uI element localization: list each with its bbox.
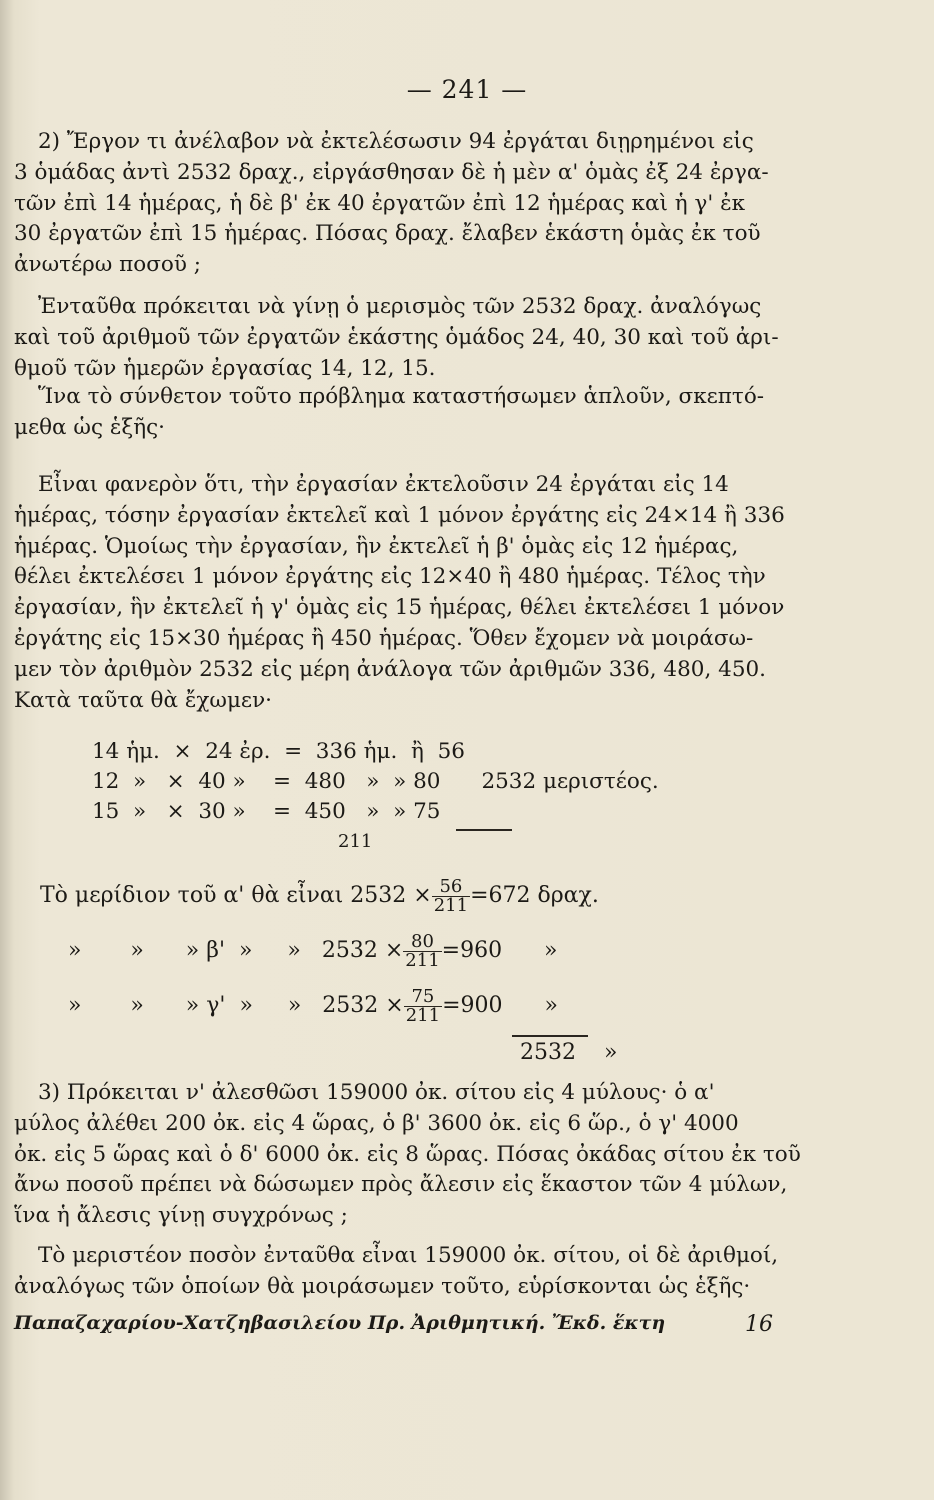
- share-result: =900 »: [442, 993, 558, 1018]
- shares-total: 2532 »: [520, 1040, 618, 1065]
- text-line: Εἶναι φανερὸν ὅτι, τὴν ἐργασίαν ἐκτελοῦσιν 24 ἐργάται εἰς 14: [38, 472, 729, 497]
- problem-2: [14, 127, 824, 281]
- text-line: 30 ἐργατῶν ἐπὶ 15 ἡμέρας. Πόσας δραχ. ἔλαβεν ἑκάστη ὁμὰς ἐκ τοῦ: [14, 221, 761, 247]
- fraction-numerator: 80: [403, 933, 441, 952]
- footer-book-title: Παπαζαχαρίου-Χατζηβασιλείου Πρ. Ἀριθμητική. Ἔκδ. ἕκτη: [14, 1312, 666, 1334]
- share-result: =960 »: [441, 938, 558, 963]
- text-line: Κατὰ ταῦτα θὰ ἔχωμεν·: [14, 687, 272, 713]
- share-result: =672 δραχ.: [470, 883, 599, 908]
- calc-row: 15 » × 30 » = 450 » » 75: [92, 799, 441, 824]
- text-line: μύλος ἀλέθει 200 ὀκ. εἰς 4 ὥρας, ὁ β' 3600 ὀκ. εἰς 6 ὥρ., ὁ γ' 4000: [14, 1110, 739, 1136]
- text-line: ἡμέρας, τόσην ἐργασίαν ἐκτελεῖ καὶ 1 μόνον ἐργάτης εἰς 24×14 ἢ 336: [14, 502, 785, 528]
- text-line: ἐργάτης εἰς 15×30 ἡμέρας ἢ 450 ἡμέρας. Ὅθεν ἔχομεν νὰ μοιράσω-: [14, 625, 754, 651]
- paragraph-entautha: [14, 292, 824, 384]
- calc-row: 14 ἡμ. × 24 ἐρ. = 336 ἡμ. ἢ 56: [92, 739, 465, 764]
- calculation-block: [92, 737, 659, 857]
- text-line: θμοῦ τῶν ἡμερῶν ἐργασίας 14, 12, 15.: [14, 355, 436, 381]
- fraction: [404, 985, 442, 1026]
- text-line: θέλει ἐκτελέσει 1 μόνον ἐργάτης εἰς 12×40 ἢ 480 ἡμέρας. Τέλος τὴν: [14, 564, 766, 590]
- fraction-numerator: 75: [404, 988, 442, 1007]
- text-line: ἵνα ἡ ἄλεσις γίνῃ συγχρόνως ;: [14, 1203, 348, 1229]
- shares-block: [40, 868, 599, 1033]
- text-line: 3) Πρόκειται ν' ἀλεσθῶσι 159000 ὀκ. σίτου εἰς 4 μύλους· ὁ α': [38, 1080, 715, 1105]
- problem-3: [14, 1078, 824, 1232]
- share-row-b: [40, 923, 599, 978]
- text-line: ἀνωτέρω ποσοῦ ;: [14, 252, 202, 278]
- fraction-denominator: 211: [405, 949, 440, 971]
- fraction-denominator: 211: [433, 894, 469, 916]
- text-line: Ἵνα τὸ σύνθετον τοῦτο πρόβλημα καταστήσωμεν ἁπλοῦν, σκεπτό-: [38, 384, 765, 409]
- text-line: ἡμέρας. Ὁμοίως τὴν ἐργασίαν, ἣν ἐκτελεῖ ἡ β' ὁμὰς εἰς 12 ἡμέρας,: [14, 533, 739, 559]
- text-line: ὀκ. εἰς 5 ὥρας καὶ ὁ δ' 6000 ὀκ. εἰς 8 ὥρας. Πόσας ὀκάδας σίτου ἐκ τοῦ: [14, 1141, 801, 1167]
- text-line: 2) Ἔργον τι ἀνέλαβον νὰ ἐκτελέσωσιν 94 ἐργάται διῃρημένοι εἰς: [38, 129, 754, 154]
- share-row-c: [40, 978, 599, 1033]
- page-number: — 241 —: [406, 75, 528, 104]
- text-line: καὶ τοῦ ἀριθμοῦ τῶν ἐργατῶν ἑκάστης ὁμάδος 24, 40, 30 καὶ τοῦ ἀρι-: [14, 324, 779, 350]
- share-row-a: [40, 868, 599, 923]
- calc-sum: 211: [92, 831, 373, 852]
- text-line: Ἐνταῦθα πρόκειται νὰ γίνῃ ὁ μερισμὸς τῶν 2532 δραχ. ἀναλόγως: [38, 294, 762, 319]
- fraction: [432, 875, 470, 916]
- text-line: ἄνω ποσοῦ πρέπει νὰ δώσωμεν πρὸς ἄλεσιν εἰς ἕκαστον τῶν 4 μύλων,: [14, 1172, 788, 1198]
- text-line: ἀναλόγως τῶν ὁποίων θὰ μοιράσωμεν τοῦτο, εὑρίσκονται ὡς ἑξῆς·: [14, 1273, 751, 1299]
- share-prefix: Τὸ μερίδιον τοῦ α' θὰ εἶναι 2532 ×: [40, 883, 432, 908]
- calc-row: 12 » × 40 » = 480 » » 80 2532 μεριστέος.: [92, 769, 659, 794]
- text-line: Τὸ μεριστέον ποσὸν ἐνταῦθα εἶναι 159000 ὀκ. σίτου, οἱ δὲ ἀριθμοί,: [38, 1243, 779, 1268]
- fraction: [403, 930, 441, 971]
- paragraph-einai: [14, 470, 824, 716]
- paragraph-ina: [14, 382, 824, 444]
- text-line: ἐργασίαν, ἣν ἐκτελεῖ ἡ γ' ὁμὰς εἰς 15 ἡμέρας, θέλει ἐκτελέσει 1 μόνον: [14, 595, 785, 621]
- text-line: μεθα ὡς ἑξῆς·: [14, 414, 165, 440]
- text-line: μεν τὸν ἀριθμὸν 2532 εἰς μέρη ἀνάλογα τῶν ἀριθμῶν 336, 480, 450.: [14, 656, 767, 682]
- signature-number: 16: [745, 1312, 773, 1337]
- fraction-denominator: 211: [405, 1004, 441, 1026]
- sum-rule: [456, 829, 512, 831]
- paragraph-meristeon: [14, 1241, 824, 1303]
- fraction-numerator: 56: [432, 878, 470, 897]
- share-prefix: » » » β' » » 2532 ×: [40, 938, 404, 963]
- text-line: 3 ὁμάδας ἀντὶ 2532 δραχ., εἰργάσθησαν δὲ ἡ μὲν α' ὁμὰς ἐξ 24 ἐργα-: [14, 159, 769, 185]
- total-rule: [512, 1035, 588, 1037]
- text-line: τῶν ἐπὶ 14 ἡμέρας, ἡ δὲ β' ἐκ 40 ἐργατῶν ἐπὶ 12 ἡμέρας καὶ ἡ γ' ἐκ: [14, 190, 746, 216]
- share-prefix: » » » γ' » » 2532 ×: [40, 993, 404, 1018]
